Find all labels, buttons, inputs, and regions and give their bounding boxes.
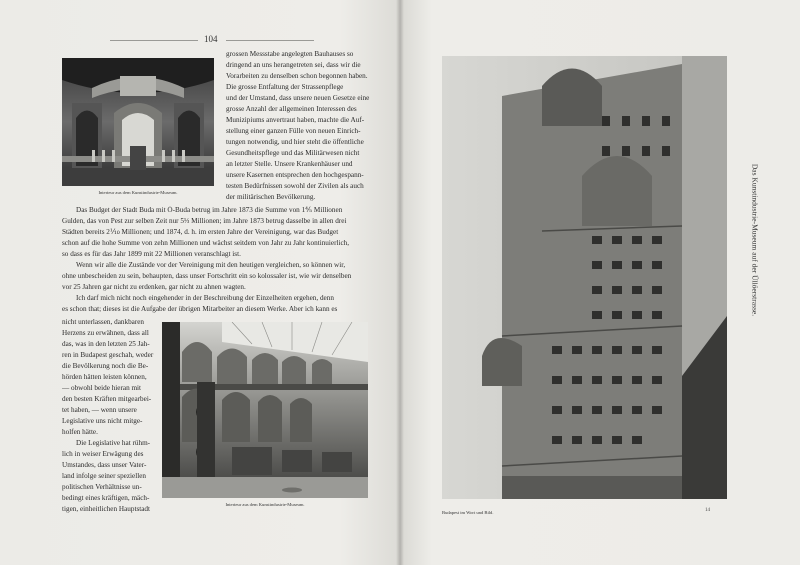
museum-interior-photo-2 (162, 322, 368, 498)
narrow-line: hörden hätten leisten können, (62, 373, 147, 381)
narrow-line: Legislative uns nicht mitge- (62, 417, 143, 425)
column-line: tungen notwendig, und hier steht die öffentliche (226, 138, 364, 146)
column-line: grossen Messstabe angelegten Bauhauses so (226, 50, 354, 58)
signature-mark: 14 (705, 508, 710, 513)
header-rule-left (110, 40, 198, 41)
narrow-line: die Bevölkerung noch die Be- (62, 362, 149, 370)
page-number: 104 (204, 34, 218, 44)
plate-caption: Budapest im Wort und Bild. (442, 510, 494, 515)
narrow-line: ren in Budapest geschah, weder (62, 351, 154, 359)
body-line: so dass es für das Jahr 1899 mit 22 Millionen veranschlagt ist. (62, 250, 241, 258)
column-line: Munizipiums anvertraut haben, machte die Auf- (226, 116, 365, 124)
fig1-caption: Interieur aus dem Kunstindustrie-Museum. (98, 190, 178, 195)
body-line: vor 25 Jahren gar nicht zu erdenken, gar nicht zu ahnen wagten. (62, 283, 246, 291)
body-line: es schon that; dieses ist die Aufgabe der übrigen Mitarbeiter an diesem Werke. Aber ich kann es (62, 305, 338, 313)
narrow-line: Die Legislative hat rühm- (76, 439, 151, 447)
narrow-line: lich in weiser Erwägung des (62, 450, 144, 458)
column-line: testen Bedürfnissen sowohl der Zivilen als auch (226, 182, 364, 190)
column-line: Vorarbeiten zu denselben schon begonnen haben. (226, 72, 368, 80)
column-line: grosse Anzahl der allgemeinen Interessen des (226, 105, 357, 113)
narrow-line: tigen, einheitlichen Hauptstadt (62, 505, 151, 513)
column-line: unsere Kasernen entsprechen den hochgespann- (226, 171, 364, 179)
narrow-line: das, was in den letzten 25 Jah- (62, 340, 150, 348)
narrow-line: — obwohl beide hieran mit (62, 384, 142, 392)
body-line: Wenn wir alle die Zustände vor der Vereinigung mit den heutigen vergleichen, so können wir, (76, 261, 346, 269)
right-page (400, 0, 800, 565)
column-line: dringend an uns herangetreten sei, dass wir die (226, 61, 361, 69)
museum-exterior-plate (442, 56, 727, 499)
narrow-line: bedingt eines kräftigen, mäch- (62, 494, 150, 502)
book-gutter (396, 0, 404, 565)
body-line: Gulden, das von Pest zur selben Zeit nur 5⅓ Millionen; im Jahre 1873 betrug dasselbe in allen drei (62, 217, 347, 225)
museum-interior-photo-1 (62, 58, 214, 186)
fig2-caption: Interieur aus dem Kunstindustrie-Museum. (225, 502, 305, 507)
column-line: und der Umstand, dass unsere neuen Gesetze eine (226, 94, 370, 102)
column-line: stellung einer ganzen Fülle von neuen Einrich- (226, 127, 361, 135)
column-line: der militärischen Bevölkerung. (226, 193, 316, 201)
narrow-line: Herzens zu erwähnen, dass all (62, 329, 149, 337)
body-line: Städten bereits 2⅒ Millionen; und 1874, d. h. im ersten Jahre der Vereinigung, war das Budget (62, 228, 339, 236)
narrow-line: holfen hätte. (62, 428, 98, 436)
body-line: Das Budget der Stadt Buda mit Ó-Buda betrug im Jahre 1873 die Summe von 1⅘ Millionen (76, 206, 343, 214)
header-rule-right (226, 40, 314, 41)
column-line: Gesundheitspflege und das Militärwesen nicht (226, 149, 360, 157)
narrow-line: nicht unterlassen, dankbaren (62, 318, 145, 326)
narrow-line: den besten Kräften mitgearbei- (62, 395, 152, 403)
vertical-caption (748, 100, 762, 380)
column-line: Die grosse Entfaltung der Strassenpflege (226, 83, 344, 91)
column-line: an letzter Stelle. Unsere Krankenhäuser und (226, 160, 353, 168)
narrow-line: land infolge seiner speziellen (62, 472, 147, 480)
body-line: schon auf die hohe Summe von zehn Millionen und wächst seitdem von Jahr zu Jahr kontinuierlich, (62, 239, 350, 247)
narrow-line: tet haben, — wenn unsere (62, 406, 137, 414)
body-line: Ich darf mich nicht noch eingehender in der Beschreibung der Einzelheiten ergehen, denn (76, 294, 334, 302)
body-line: ohne unbescheiden zu sein, behaupten, dass unser Fortschritt ein so kolossaler ist, wie wir denselben (62, 272, 352, 280)
narrow-line: Umstandes, dass unser Vater- (62, 461, 147, 469)
vertical-caption-text: Das Kunstindustrie-Museum auf der Üllőerstrasse. (750, 163, 760, 317)
narrow-line: politischen Verhältnisse un- (62, 483, 142, 491)
